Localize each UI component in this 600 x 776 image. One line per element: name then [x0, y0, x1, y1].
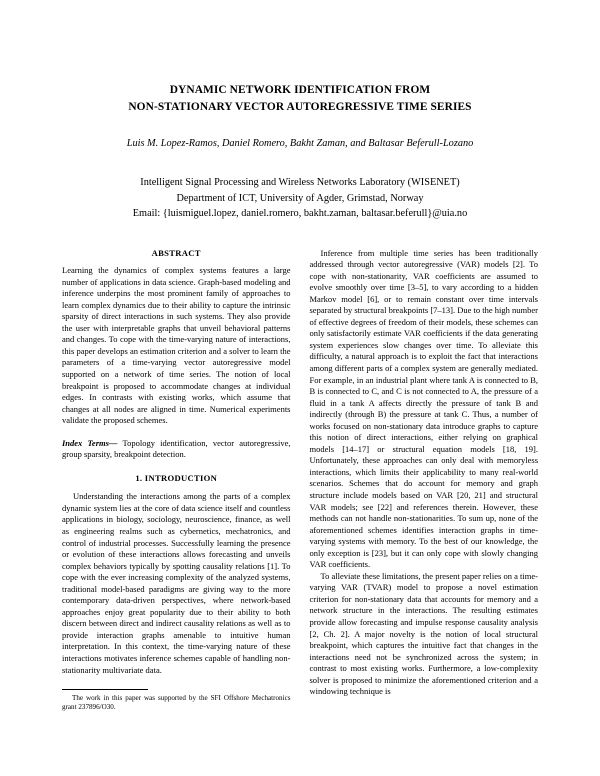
affiliation-block — [62, 175, 538, 222]
intro-paragraph-1: Understanding the interactions among the parts of a complex dynamic system lies at the core of data science itself and countless applications in biology, sociology, neuroscience, finance, as well as engineering realms such as cybernetics, mechatronics, and control of industrial processes. Successfully learning the presence or evolution of these interactions allows forecasting and unveils complex behaviors typically by spotting causality relations [1]. To cope with the ever increasing complexity of the analyzed systems, traditional model-based paradigms are giving way to the more contemporary data-driven perspectives, where network-based approaches enjoy great popularity due to their ability to both discern between direct and indirect causality relations as well as to provide interaction graphs amenable to intuitive human interpretation. In this context, the time-varying nature of these interactions motivates inference schemes capable of handling non-stationarity multivariate data. — [62, 491, 291, 675]
index-terms — [62, 438, 291, 461]
right-column — [310, 248, 539, 713]
affiliation-line-2: Department of ICT, University of Agder, Grimstad, Norway — [176, 192, 424, 204]
abstract-text: Learning the dynamics of complex systems features a large number of applications in data science. Graph-based modeling and inference underpins the most prominent family of approaches to learn complex dynamics due to their ability to capture the intrinsic sparsity of direct interactions in such systems. They also provide the user with interpretable graphs that unveil behavioral patterns and changes. To cope with the time-varying nature of interactions, this paper develops an estimation criterion and a solver to learn the parameters of a time-varying vector autoregressive model supported on a network of time series. The notion of local breakpoint is proposed to accommodate changes at individual edges. In contrasts with existing works, which assume that changes at all nodes are aligned in time. Numerical experiments validate the proposed schemes. — [62, 265, 291, 426]
footnote-text: The work in this paper was supported by the SFI Offshore Mechatronics grant 237896/O30. — [62, 694, 291, 712]
page-title — [62, 82, 538, 116]
title-line-2: NON-STATIONARY VECTOR AUTOREGRESSIVE TIME SERIES — [128, 101, 472, 113]
index-terms-label: Index Terms— — [62, 437, 118, 448]
title-line-1: DYNAMIC NETWORK IDENTIFICATION FROM — [169, 84, 431, 96]
footnote-rule — [62, 689, 148, 690]
affiliation-email: Email: {luismiguel.lopez, daniel.romero, bakht.zaman, baltasar.beferull}@uia.no — [132, 208, 468, 219]
two-column-body — [62, 248, 538, 713]
abstract-heading: ABSTRACT — [151, 247, 201, 258]
introduction-heading: 1. INTRODUCTION — [135, 472, 218, 483]
author-list: Luis M. Lopez-Ramos, Daniel Romero, Bakht Zaman, and Baltasar Beferull-Lozano — [126, 138, 474, 149]
affiliation-line-1: Intelligent Signal Processing and Wireless Networks Laboratory (WISENET) — [140, 177, 460, 188]
right-paragraph-1: Inference from multiple time series has been traditionally addressed through vector autoregressive (VAR) models [2]. To cope with non-stationarity, VAR coefficients are assumed to evolve smoothly over time [3–5], to vary according to a hidden Markov model [6], or to remain constant over time intervals separated by structural breakpoints [7–13]. Due to the high number of effective degrees of freedom of their models, these schemes can only satisfactorily estimate VAR coefficients if the data generating system experiences slow changes over time. To alleviate this difficulty, a natural approach is to exploit the fact that interactions among different parts of a complex system are generally mediated. For example, in an industrial plant where tank A is connected to B, B is connected to C, and C is not connected to A, the pressure of a fluid in a tank A affects directly the pressure of tank B and indirectly (through B) the pressure at tank C. Thus, a number of works focused on non-stationary data introduce graphs to capture this notion of direct interactions, either relying on graphical models [14–17] or structural equation models [18, 19]. Unfortunately, these approaches can only deal with memoryless interactions, which limits their applicability to many real-world scenarios. Schemes that do account for memory and graph structure include models based on VAR [20, 21] and structural VAR models; see [22] and references therein. However, these methods can not handle non-stationarities. To sum up, none of the aforementioned schemes identifies interaction graphs in time-varying systems with memory. To the best of our knowledge, the only exception is [23], but it can only cope with slowly changing VAR coefficients. — [309, 247, 538, 570]
footnote — [62, 685, 291, 713]
index-terms-text: Topology identification, vector autoregressive, group sparsity, breakpoint detection. — [62, 437, 291, 460]
right-paragraph-2: To alleviate these limitations, the present paper relies on a time-varying VAR (TVAR) model to propose a novel estimation criterion for non-stationary data that accounts for memory and a network structure in the interactions. The resulting estimates provide allow forecasting and impulse response causality analysis [2, Ch. 2]. A major novelty is the notion of local structural breakpoint, which captures the intuitive fact that changes in the interactions need not be synchronized across the system; in contrast to most existing works. Furthermore, a low-complexity solver is proposed to minimize the aforementioned criterion and a windowing technique is — [309, 570, 538, 697]
left-column — [62, 248, 291, 713]
